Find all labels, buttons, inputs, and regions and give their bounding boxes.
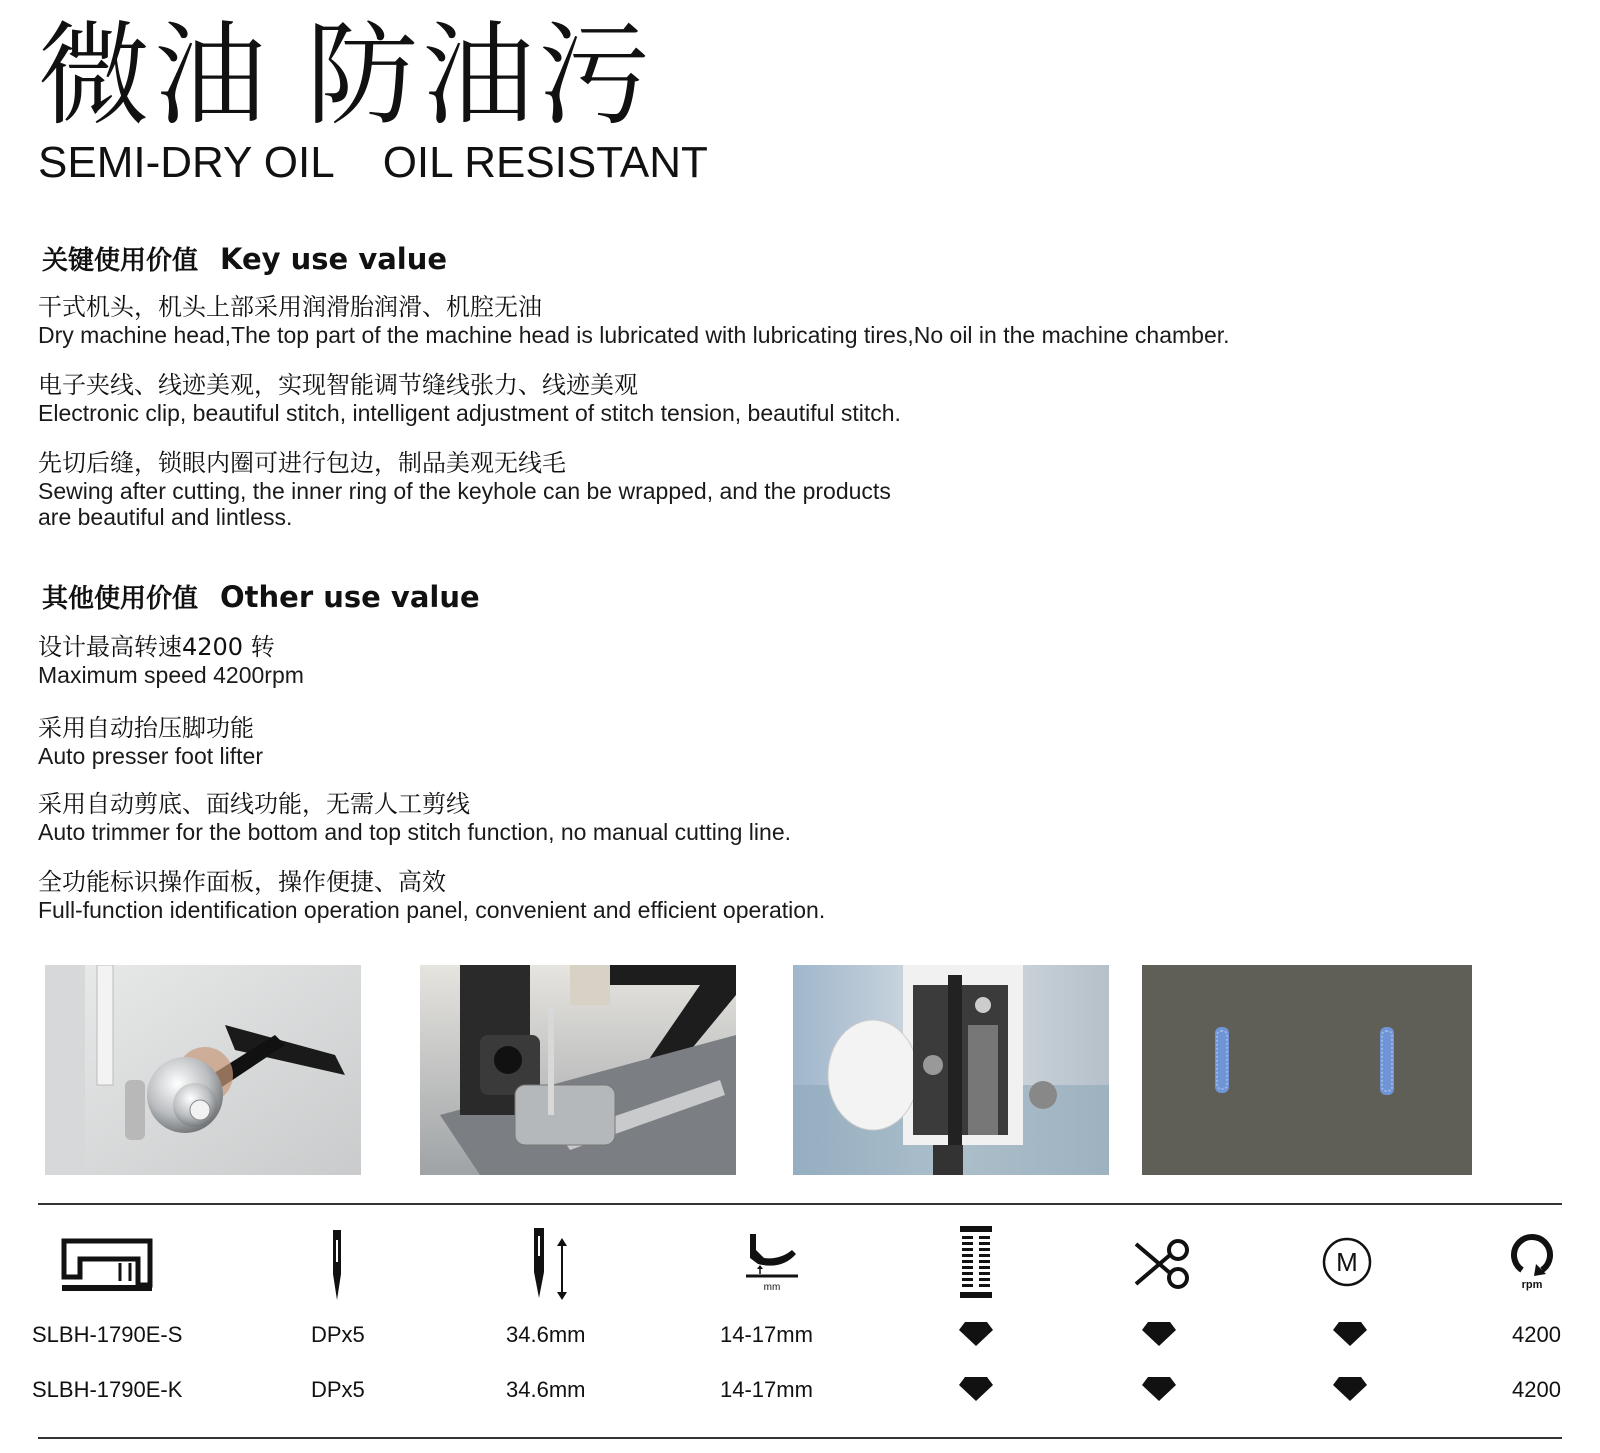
title-semi-dry-oil-en: SEMI-DRY OIL bbox=[38, 138, 335, 187]
other-item-3-en: Auto trimmer for the bottom and top stitch function, no manual cutting line. bbox=[38, 819, 792, 845]
model-cell: SLBH-1790E-S bbox=[32, 1322, 183, 1347]
page-title-cn bbox=[38, 11, 654, 141]
key-item-3 bbox=[38, 448, 1438, 530]
title-oil-resistant-cn: 防油污 bbox=[306, 11, 654, 141]
other-item-2 bbox=[38, 713, 1438, 769]
feature-check-icon bbox=[1332, 1320, 1368, 1348]
key-item-1-en: Dry machine head,The top part of the machine head is lubricated with lubricating tires,No oil in the machine chamber. bbox=[38, 322, 1230, 348]
spec-row bbox=[0, 1318, 1600, 1352]
buttonhole-icon bbox=[958, 1224, 994, 1300]
key-heading-cn: 关键使用价值 bbox=[42, 246, 199, 276]
other-heading-en: Other use value bbox=[220, 580, 480, 614]
photo-tension-detail bbox=[45, 965, 361, 1175]
key-item-3-en-line2: are beautiful and lintless. bbox=[38, 504, 293, 530]
other-item-1-cn: 设计最高转速4200 转 bbox=[38, 633, 275, 661]
scissors-icon bbox=[1134, 1238, 1194, 1290]
other-item-3 bbox=[38, 789, 1438, 845]
feature-check-icon bbox=[958, 1375, 994, 1403]
other-item-1 bbox=[38, 632, 1438, 688]
lift-cell: 14-17mm bbox=[720, 1322, 813, 1347]
feature-check-icon bbox=[1141, 1320, 1177, 1348]
motor-icon bbox=[1321, 1236, 1373, 1288]
needle-cell: DPx5 bbox=[311, 1322, 365, 1347]
title-semi-dry-oil-cn: 微油 bbox=[38, 11, 270, 141]
key-heading-en: Key use value bbox=[220, 242, 448, 276]
other-item-4-cn: 全功能标识操作面板，操作便捷、高效 bbox=[38, 868, 446, 896]
other-item-4-en: Full-function identification operation panel, convenient and efficient operation. bbox=[38, 897, 826, 923]
key-use-value-heading bbox=[42, 240, 447, 277]
key-item-3-en: Sewing after cutting, the inner ring of the keyhole can be wrapped, and the products bbox=[38, 478, 891, 504]
page-title-en bbox=[38, 138, 708, 188]
key-item-2-cn: 电子夹线、线迹美观，实现智能调节缝线张力、线迹美观 bbox=[38, 371, 638, 399]
rpm-cell: 4200 bbox=[1512, 1322, 1561, 1347]
photo-presser-foot bbox=[420, 965, 736, 1175]
key-item-3-cn: 先切后缝，锁眼内圈可进行包边，制品美观无线毛 bbox=[38, 449, 566, 477]
spec-top-rule bbox=[38, 1203, 1562, 1205]
key-item-1-cn: 干式机头，机头上部采用润滑胎润滑、机腔无油 bbox=[38, 293, 542, 321]
key-item-2-en: Electronic clip, beautiful stitch, intelligent adjustment of stitch tension, beautiful stitch. bbox=[38, 400, 901, 426]
rpm-cell: 4200 bbox=[1512, 1377, 1561, 1402]
feature-check-icon bbox=[958, 1320, 994, 1348]
needle-cell: DPx5 bbox=[311, 1377, 365, 1402]
other-item-1-en: Maximum speed 4200rpm bbox=[38, 662, 304, 688]
motor-label: M bbox=[1336, 1247, 1358, 1277]
other-item-2-cn: 采用自动抬压脚功能 bbox=[38, 714, 254, 742]
spec-bottom-rule bbox=[38, 1437, 1562, 1439]
other-item-2-en: Auto presser foot lifter bbox=[38, 743, 263, 769]
stroke-cell: 34.6mm bbox=[506, 1377, 586, 1402]
photo-machine-interior bbox=[793, 965, 1109, 1175]
feature-check-icon bbox=[1141, 1375, 1177, 1403]
mm-label: mm bbox=[763, 1282, 781, 1293]
photo-buttonhole-sample bbox=[1142, 965, 1472, 1175]
other-item-3-cn: 采用自动剪底、面线功能，无需人工剪线 bbox=[38, 790, 470, 818]
needle-stroke-icon bbox=[530, 1226, 576, 1304]
feature-check-icon bbox=[1332, 1375, 1368, 1403]
sewing-machine-icon bbox=[60, 1233, 154, 1295]
model-cell: SLBH-1790E-K bbox=[32, 1377, 183, 1402]
other-heading-cn: 其他使用价值 bbox=[42, 584, 199, 614]
other-item-4 bbox=[38, 867, 1438, 923]
spec-row bbox=[0, 1373, 1600, 1407]
presser-foot-lift-icon bbox=[744, 1230, 800, 1294]
title-oil-resistant-en: OIL RESISTANT bbox=[382, 138, 708, 187]
lift-cell: 14-17mm bbox=[720, 1377, 813, 1402]
rpm-icon bbox=[1506, 1230, 1558, 1292]
stroke-cell: 34.6mm bbox=[506, 1322, 586, 1347]
key-item-2 bbox=[38, 370, 1438, 426]
other-use-value-heading bbox=[42, 578, 480, 615]
rpm-label: rpm bbox=[1521, 1279, 1543, 1291]
needle-icon bbox=[327, 1228, 347, 1302]
key-item-1 bbox=[38, 292, 1438, 348]
